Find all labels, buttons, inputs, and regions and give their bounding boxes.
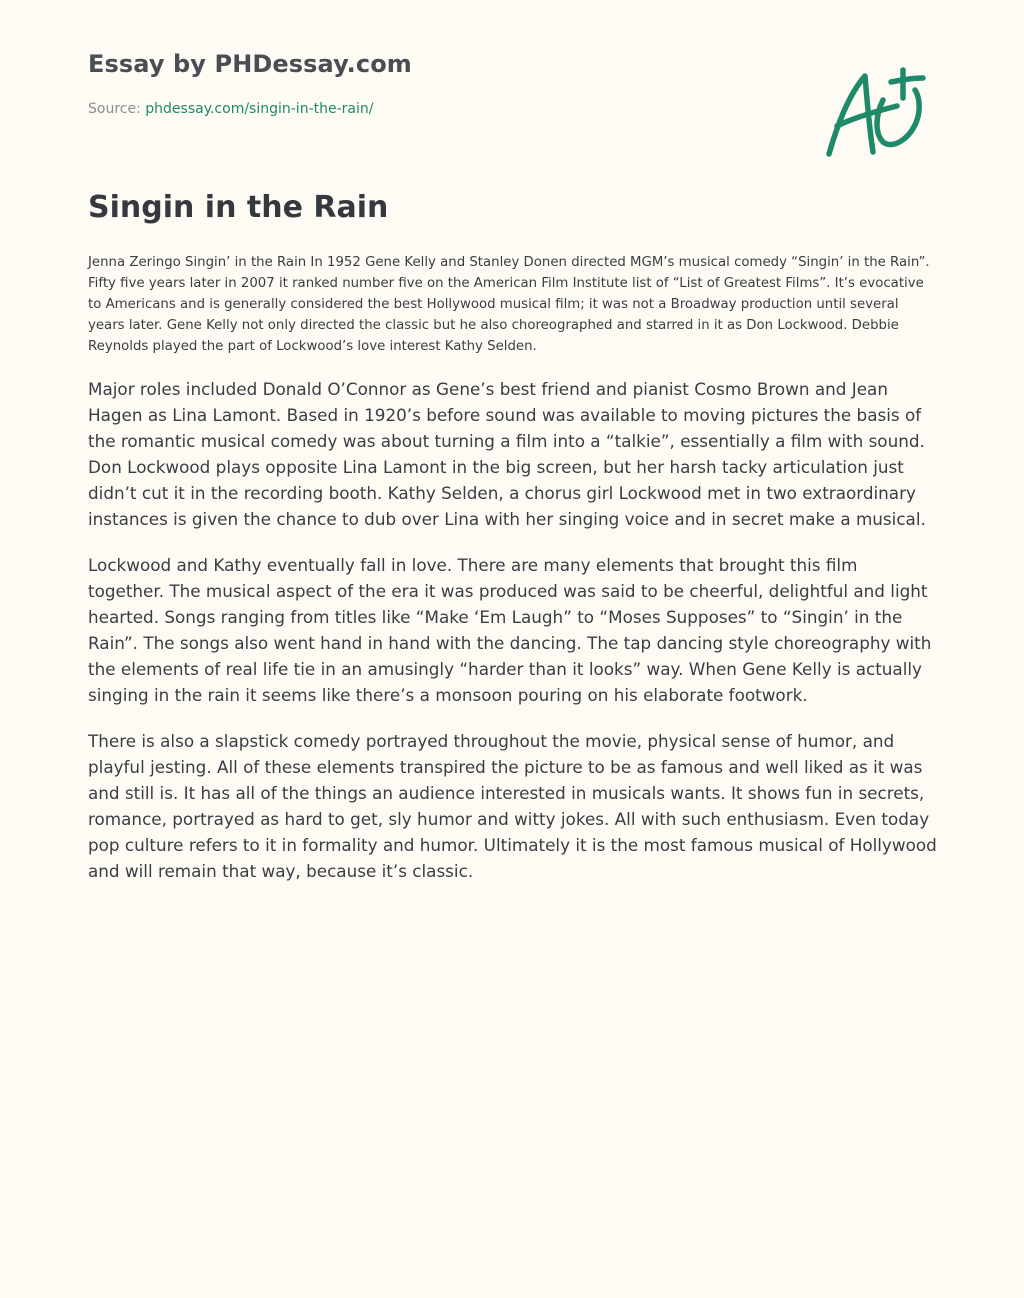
essay-paragraph: Major roles included Donald O’Connor as Gene’s best friend and pianist Cosmo Brown and Jean Hagen as Lina Lamont. Based in 1920’s before sound was available to moving pictures the basis of the romantic musical comedy was about turning a film into a “talkie”, essentially a film with sound. Don Lockwood plays opposite Lina Lamont in the big screen, but her harsh tacky articulation just didn’t cut it in the recording booth. Kathy Selden, a chorus girl Lockwood met in two extraordinary instances is given the chance to dub over Lina with her singing voice and in secret make a musical. — [88, 379, 926, 529]
source-label: Source: — [88, 101, 146, 117]
essay-paragraph: Lockwood and Kathy eventually fall in love. There are many elements that brought this film together. The musical aspect of the era it was produced was said to be cheerful, delightful and light hearted. Songs ranging from titles like “Make ‘Em Laugh” to “Moses Supposes” to “Singin’ in the Rain”. The songs also went hand in hand with the dancing. The tap dancing style choreography with the elements of real life tie in an amusingly “harder than it looks” way. When Gene Kelly is actually singing in the rain it seems like there’s a monsoon pouring on his elaborate footwork. — [88, 555, 932, 705]
essay-body — [88, 376, 938, 904]
essay-paragraph: There is also a slapstick comedy portrayed throughout the movie, physical sense of humor, and playful jesting. All of these elements transpired the picture to be as famous and well liked as it was and still is. It has all of the things an audience interested in musicals wants. It shows fun in secrets, romance, portrayed as hard to get, sly humor and witty jokes. All with such enthusiasm. Even today pop culture refers to it in formality and humor. Ultimately it is the most famous musical of Hollywood and will remain that way, because it’s classic. — [88, 731, 937, 881]
a-plus-logo-icon — [823, 64, 933, 164]
essay-intro: Jenna Zeringo Singin’ in the Rain In 1952 Gene Kelly and Stanley Donen directed MGM’s musical comedy “Singin’ in the Rain”. Fifty five years later in 2007 it ranked number five on the American Film Institute list of “List of Greatest Films”. It’s evocative to Americans and is generally considered the best Hollywood musical film; it was not a Broadway production until several years later. Gene Kelly not only directed the classic but he also choreographed and starred in it as Don Lockwood. Debbie Reynolds played the part of Lockwood’s love interest Kathy Selden. — [88, 255, 930, 354]
essay-page — [88, 0, 938, 1298]
source-line — [88, 101, 373, 117]
essay-title: Singin in the Rain — [88, 190, 389, 225]
site-title: Essay by PHDessay.com — [88, 50, 412, 78]
source-link[interactable]: phdessay.com/singin-in-the-rain/ — [145, 101, 374, 117]
